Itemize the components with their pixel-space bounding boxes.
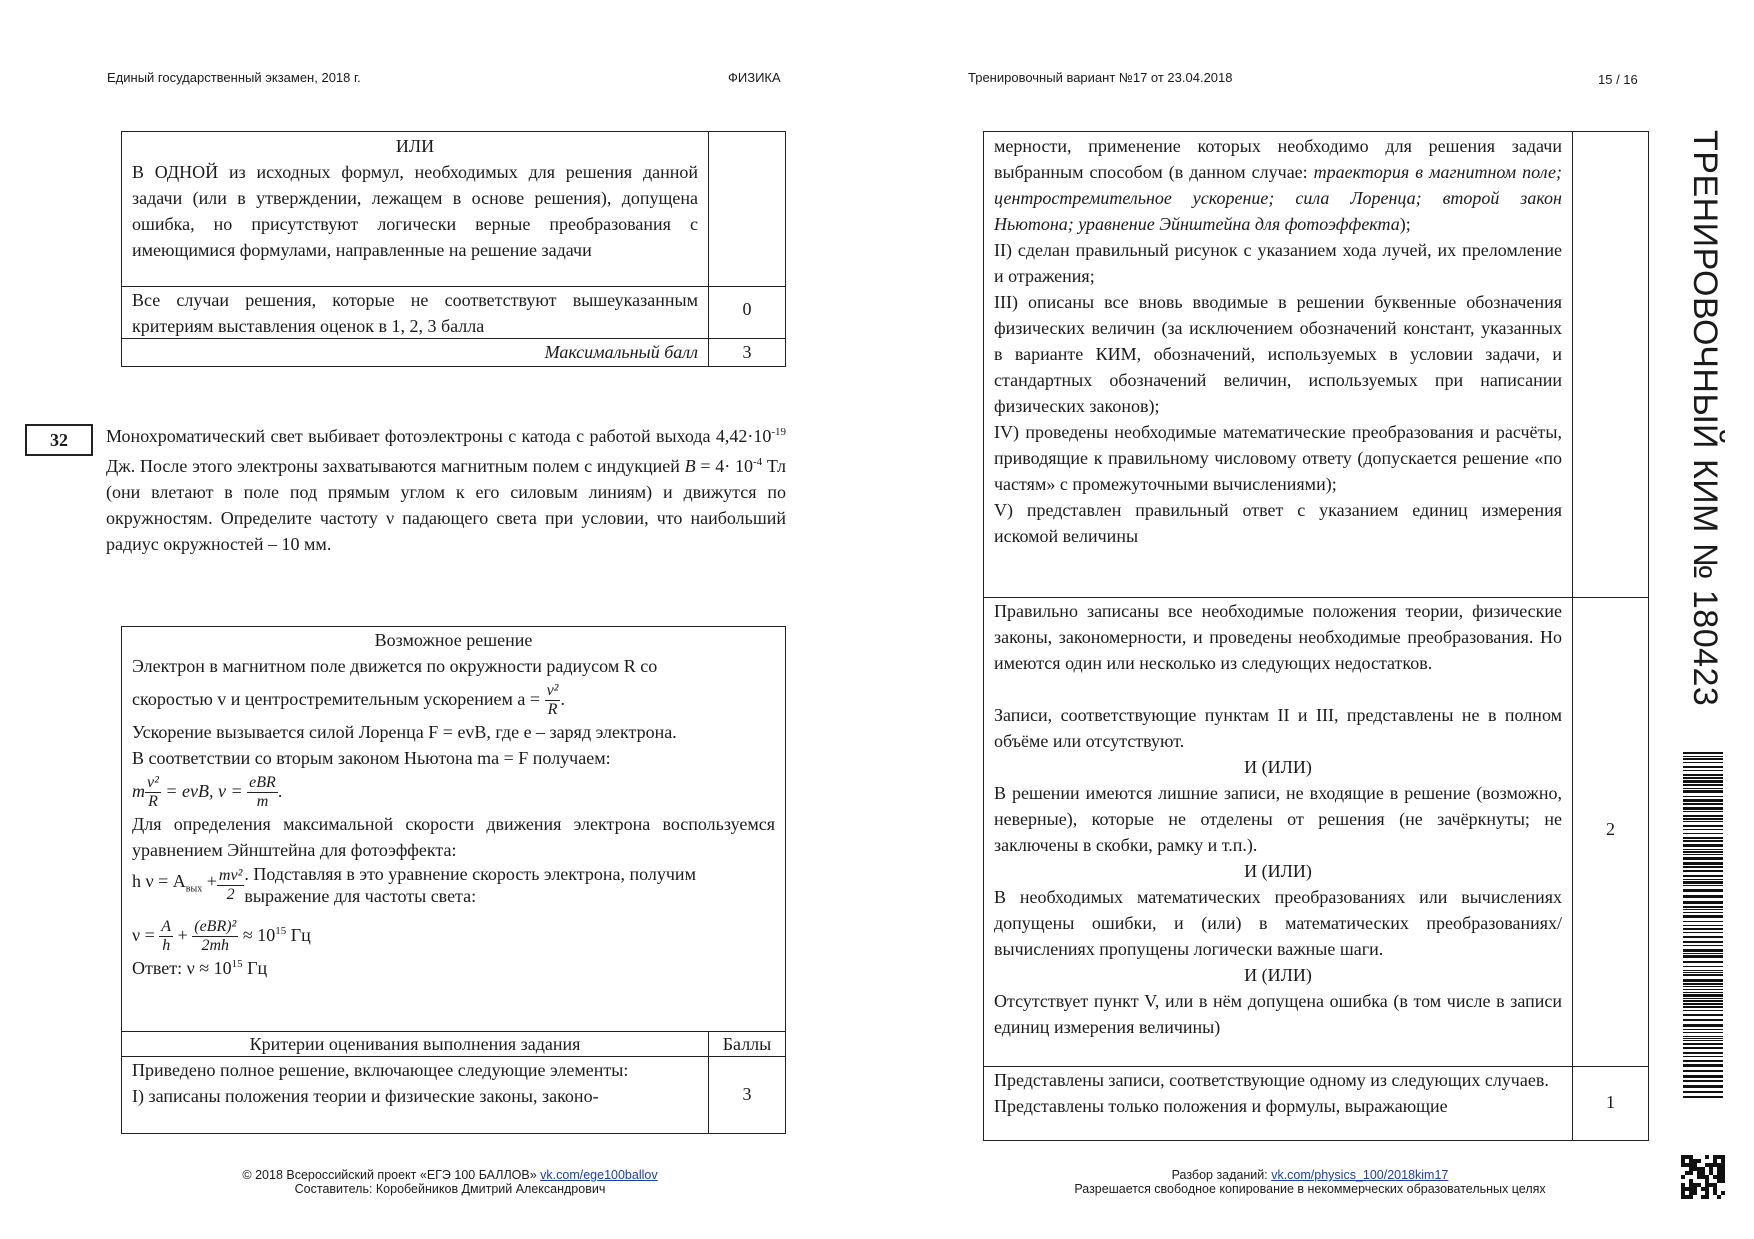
footer-right-link[interactable]: vk.com/physics_100/2018kim17 <box>1271 1168 1449 1182</box>
task-number-box <box>25 424 93 456</box>
task-statement: Монохроматический свет выбивает фотоэлектроны с катода с работой выхода $4,42\cdot 10^{-19}$ Дж. После этого электроны захватываются магнитным полем с индукцией $B = 4\cdot 10^{-4}$ Тл (они влетают в поле под прямым углом к его силовым линиям) и движутся по окружностям. Определите частоту ν падающего света при условии, что наибольший радиус окружностей – 10 мм. <box>106 426 786 554</box>
solution-line-5: m $\frac{\text{v²}}{R}$ = evB, v = $\frac{\text{eBR}}{m}$ . <box>132 774 283 811</box>
side-banner: ТРЕНИРОВОЧНЫЙ КИМ № 180423 <box>1686 130 1724 707</box>
or-heading: ИЛИ <box>395 136 435 156</box>
criterion-two: Правильно записаны все необходимые положения теории, физические законы, закономерности, и проведены необходимые преобразования. Но имеются один или несколько из следующих недостатков. Записи, соответствующие пунктам II и III, представлены не в полном объёме или отсутствуют. И (ИЛИ) В решении имеются лишние записи, не входящие в решение (возможно, неверные), которые не отделены от решения (не зачёркнуты; не заключены в скобки, рамку и т.п.). И (ИЛИ) В необходимых математических преобразованиях или вычислениях допущены ошибки, и (или) в математических преобразованиях/ вычислениях пропущены логически важные шаги. И (ИЛИ) Отсутствует пункт V, или в нём допущена ошибка (в том числе в записи единиц измерения величины) <box>994 601 1562 1037</box>
solution-table <box>121 626 786 1134</box>
criterion-one: Представлены записи, соответствующие одному из следующих случаев. Представлены только положения и формулы, выражающие <box>994 1070 1549 1116</box>
zero-criterion-text: Все случаи решения, которые не соответствуют вышеуказанным критериям выставления оценок в 1, 2, 3 балла <box>132 290 698 336</box>
exam-title: Единый государственный экзамен, 2018 г. <box>107 70 361 85</box>
criterion-three-continued: мерности, применение которых необходимо для решения задачи выбранным способом (в данном случае: траектория в магнитном поле; центростремительное ускорение; сила Лоренца; второй закон Ньютона; уравнение Эйнштейна для фотоэффекта); II) сделан правильный рисунок с указанием хода лучей, их преломление и отражения; III) описаны все вновь вводимые в решении буквенные обозначения физических величин (за исключением обозначений констант, указанных в варианте КИМ, обозначений, используемых в условии задачи, и стандартных обозначений величин, используемых при написании физических законов); IV) проведены необходимые математические преобразования и расчёты, приводящие к правильному числовому ответу (допускается решение «по частям» с промежуточными вычислениями); V) представлен правильный ответ с указанием единиц измерения искомой величины <box>994 133 1562 549</box>
zero-score: 0 <box>742 299 752 319</box>
score-two: 2 <box>1606 819 1615 839</box>
footer-left: © 2018 Всероссийский проект «ЕГЭ 100 БАЛЛОВ» vk.com/ege100ballov Составитель: Коробейников Дмитрий Александрович <box>242 1168 658 1196</box>
score-one: 1 <box>1606 1092 1615 1112</box>
criterion-item-2: II) сделан правильный рисунок с указанием хода лучей, их преломление и отражения; <box>994 240 1562 286</box>
top-criteria-table <box>121 131 786 367</box>
barcode <box>1683 752 1723 1100</box>
footer-left-link[interactable]: vk.com/ege100ballov <box>540 1168 658 1182</box>
criterion-item-4: IV) проведены необходимые математические преобразования и расчёты, приводящие к правильному числовому ответу (допускается решение «по частям» с промежуточными вычислениями); <box>994 422 1562 494</box>
full-solution-criterion: Приведено полное решение, включающее следующие элементы: I) записаны положения теории и физические законы, законо- <box>132 1060 629 1106</box>
solution-line-2: скоростью v и центростремительным ускорением a = $\frac{\text{v²}}{R}$ . <box>132 682 565 719</box>
solution-line-4: В соответствии со вторым законом Ньютона ma = F получаем: <box>132 748 611 768</box>
criterion-item-3: III) описаны все вновь вводимые в решении буквенные обозначения физических величин (за исключением обозначений констант, указанных в варианте КИМ, обозначений, используемых в условии задачи, и стандартных обозначений величин, используемых при написании физических законов); <box>994 292 1562 416</box>
solution-line-3: Ускорение вызывается силой Лоренца F = evB, где e – заряд электрона. <box>132 722 677 742</box>
solution-line-6: Для определения максимальной скорости движения электрона воспользуемся уравнением Эйнштейна для фотоэффекта: <box>132 814 775 860</box>
solution-heading: Возможное решение <box>374 630 533 650</box>
task-number: 32 <box>50 430 68 450</box>
points-header: Баллы <box>722 1034 772 1054</box>
criterion-item-5: V) представлен правильный ответ с указанием единиц измерения искомой величины <box>994 500 1562 546</box>
solution-line-1: Электрон в магнитном поле движется по окружности радиусом R со <box>132 656 658 676</box>
criteria-header: Критерии оценивания выполнения задания <box>249 1034 581 1054</box>
solution-line-8: ν = $\frac{A}{h}$ + $\frac{\text{(eBR)²}}{2mh}$ ≈ $10^{15}$ Гц <box>132 918 311 955</box>
footer-right: Разбор заданий: vk.com/physics_100/2018kim17 Разрешается свободное копирование в некоммерческих образовательных целях <box>1074 1168 1546 1196</box>
or-criterion-text: В ОДНОЙ из исходных формул, необходимых для решения данной задачи (или в утверждении, лежащем в основе решения), допущена ошибка, но присутствуют логически верные преобразования с имеющимися формулами, направленные на решение задачи <box>132 162 698 260</box>
qr-code <box>1681 1155 1725 1199</box>
variant-label: Тренировочный вариант №17 от 23.04.2018 <box>968 70 1233 85</box>
max-score-value: 3 <box>742 342 752 362</box>
score-three: 3 <box>742 1084 752 1104</box>
max-score-label: Максимальный балл <box>544 342 698 362</box>
page-number: 15 / 16 <box>1598 72 1638 87</box>
solution-line-7: h $\nu = A_{вых}$ + $\frac{\text{mv²}}{2}$ . Подставляя в это уравнение скорость электрона, получим выражение для частоты света: <box>132 864 696 906</box>
solution-answer: Ответ: $\nu \approx 10^{15}$ Гц <box>132 958 268 978</box>
subject-label: ФИЗИКА <box>728 70 781 85</box>
right-criteria-table <box>983 131 1649 1141</box>
